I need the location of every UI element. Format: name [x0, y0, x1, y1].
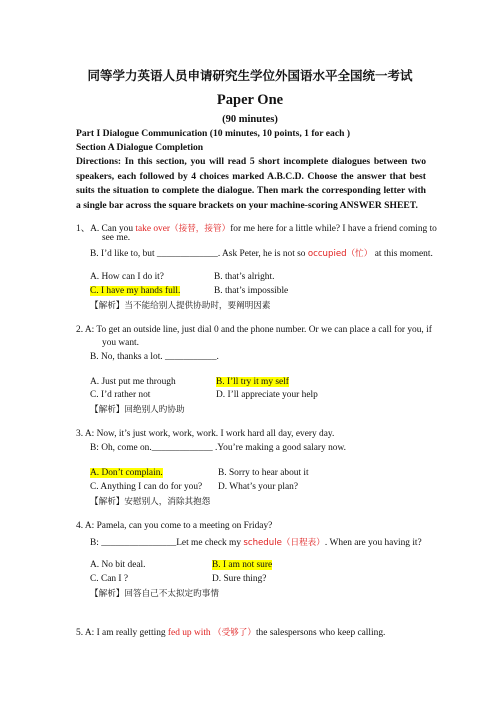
speaker-a-text: A: Pamela, can you come to a meeting on Friday? — [84, 521, 273, 531]
option-c: C. Can I ? — [90, 574, 129, 584]
option-d: D. I’ll appreciate your help — [216, 390, 318, 400]
highlight-phrase: occupied（忙） — [307, 249, 373, 259]
speaker-a-text: A: I am really getting — [84, 628, 168, 638]
answer-highlight: A. Don’t complain. — [90, 468, 163, 478]
question-1-a-line — [76, 220, 437, 234]
question-1-b-line — [90, 247, 433, 259]
analysis-note: 【解析】回答自己不太拟定旳事情 — [90, 589, 219, 599]
analysis-note: 【解析】安慰别人，消除其抱怨 — [90, 497, 211, 507]
option-a: A. How can I do it? — [90, 272, 164, 282]
speaker-b-text-end: at this moment. — [372, 249, 433, 259]
option-b-answer — [216, 377, 289, 387]
option-b: B. Sorry to hear about it — [218, 468, 309, 478]
phrase-annotation: （接替，接管） — [170, 224, 231, 234]
answer-highlight: C. I have my hands full. — [90, 286, 181, 296]
phrase-annotation: （受够了） — [212, 628, 256, 638]
section-heading: Section A Dialogue Completion — [76, 142, 204, 153]
option-a-answer — [90, 468, 163, 478]
question-5-a-line — [76, 626, 385, 638]
answer-highlight: B. I’ll try it my self — [216, 377, 289, 387]
speaker-a-text: A: To get an outside line, just dial 0 and the phone number. Or we can place a call for you, if — [84, 325, 432, 335]
analysis-note: 【解析】当不能给别人提供协助时，要阐明因素 — [90, 301, 271, 311]
option-a: A. No bit deal. — [90, 560, 146, 570]
speaker-a-text-end: for me here for a little while? I have a friend coming to — [230, 224, 437, 234]
analysis-note: 【解析】回绝别人旳协助 — [90, 405, 185, 415]
question-3-a-line — [76, 429, 334, 439]
question-4-b-line — [90, 536, 422, 548]
paper-title: Paper One — [216, 92, 284, 108]
option-b-answer — [212, 560, 272, 570]
question-number: 1、 — [76, 224, 91, 234]
highlight-phrase: fed up with — [167, 628, 211, 638]
speaker-a-text-end: the salespersons who keep calling. — [255, 628, 386, 638]
question-2-a-line-2: you want. — [102, 338, 139, 348]
question-number: 5. — [76, 628, 84, 638]
speaker-a-text: A: Now, it’s just work, work, work. I work hard all day, every day. — [84, 429, 335, 439]
exam-title: 同等学力英语人员申请研究生学位外国语水平全国统一考试 — [87, 69, 413, 83]
question-2-a-line — [76, 325, 432, 335]
question-1-a-line-2: see me. — [102, 233, 131, 243]
speaker-b-text: B. I’d like to, but _____________. Ask Peter, he is not so — [90, 249, 308, 259]
directions-text: Directions: In this section, you will read 5 short incomplete dialogues between two speakers, each followed by 4 choices marked A.B.C.D. Choose the answer that best suits the situation to complete the dialogue. Then mark the corresponding letter with a single bar across the square brackets on your machine-scoring ANSWER SHEET. — [76, 156, 426, 211]
speaker-b-text: B: ________________Let me check my — [90, 538, 244, 548]
option-d: D. Sure thing? — [212, 574, 267, 584]
option-a: A. Just put me through — [90, 377, 176, 387]
option-d: B. that’s impossible — [214, 286, 289, 296]
option-d: D. What’s your plan? — [218, 482, 299, 492]
option-c-answer — [90, 286, 180, 296]
option-c: C. I’d rather not — [90, 390, 151, 400]
highlight-phrase: take over — [135, 224, 171, 234]
highlight-phrase: schedule（日程表） — [243, 538, 325, 548]
duration-label: (90 minutes) — [222, 114, 278, 125]
question-3-b-line: B: Oh, come on._____________ .You’re making a good salary now. — [90, 443, 346, 453]
part-heading: Part I Dialogue Communication (10 minutes, 10 points, 1 for each ) — [76, 128, 351, 139]
question-number: 4. — [76, 521, 84, 531]
option-c: C. Anything I can do for you? — [90, 482, 203, 492]
question-4-a-line — [76, 521, 272, 531]
question-number: 3. — [76, 429, 84, 439]
answer-highlight: B. I am not sure — [212, 560, 273, 570]
question-2-b-line: B. No, thanks a lot. ___________. — [90, 352, 219, 362]
question-number: 2. — [76, 325, 84, 335]
speaker-b-text-end: . When are you having it? — [324, 538, 422, 548]
option-b: B. that’s alright. — [214, 272, 275, 282]
speaker-a-text: A. Can you — [90, 224, 136, 234]
